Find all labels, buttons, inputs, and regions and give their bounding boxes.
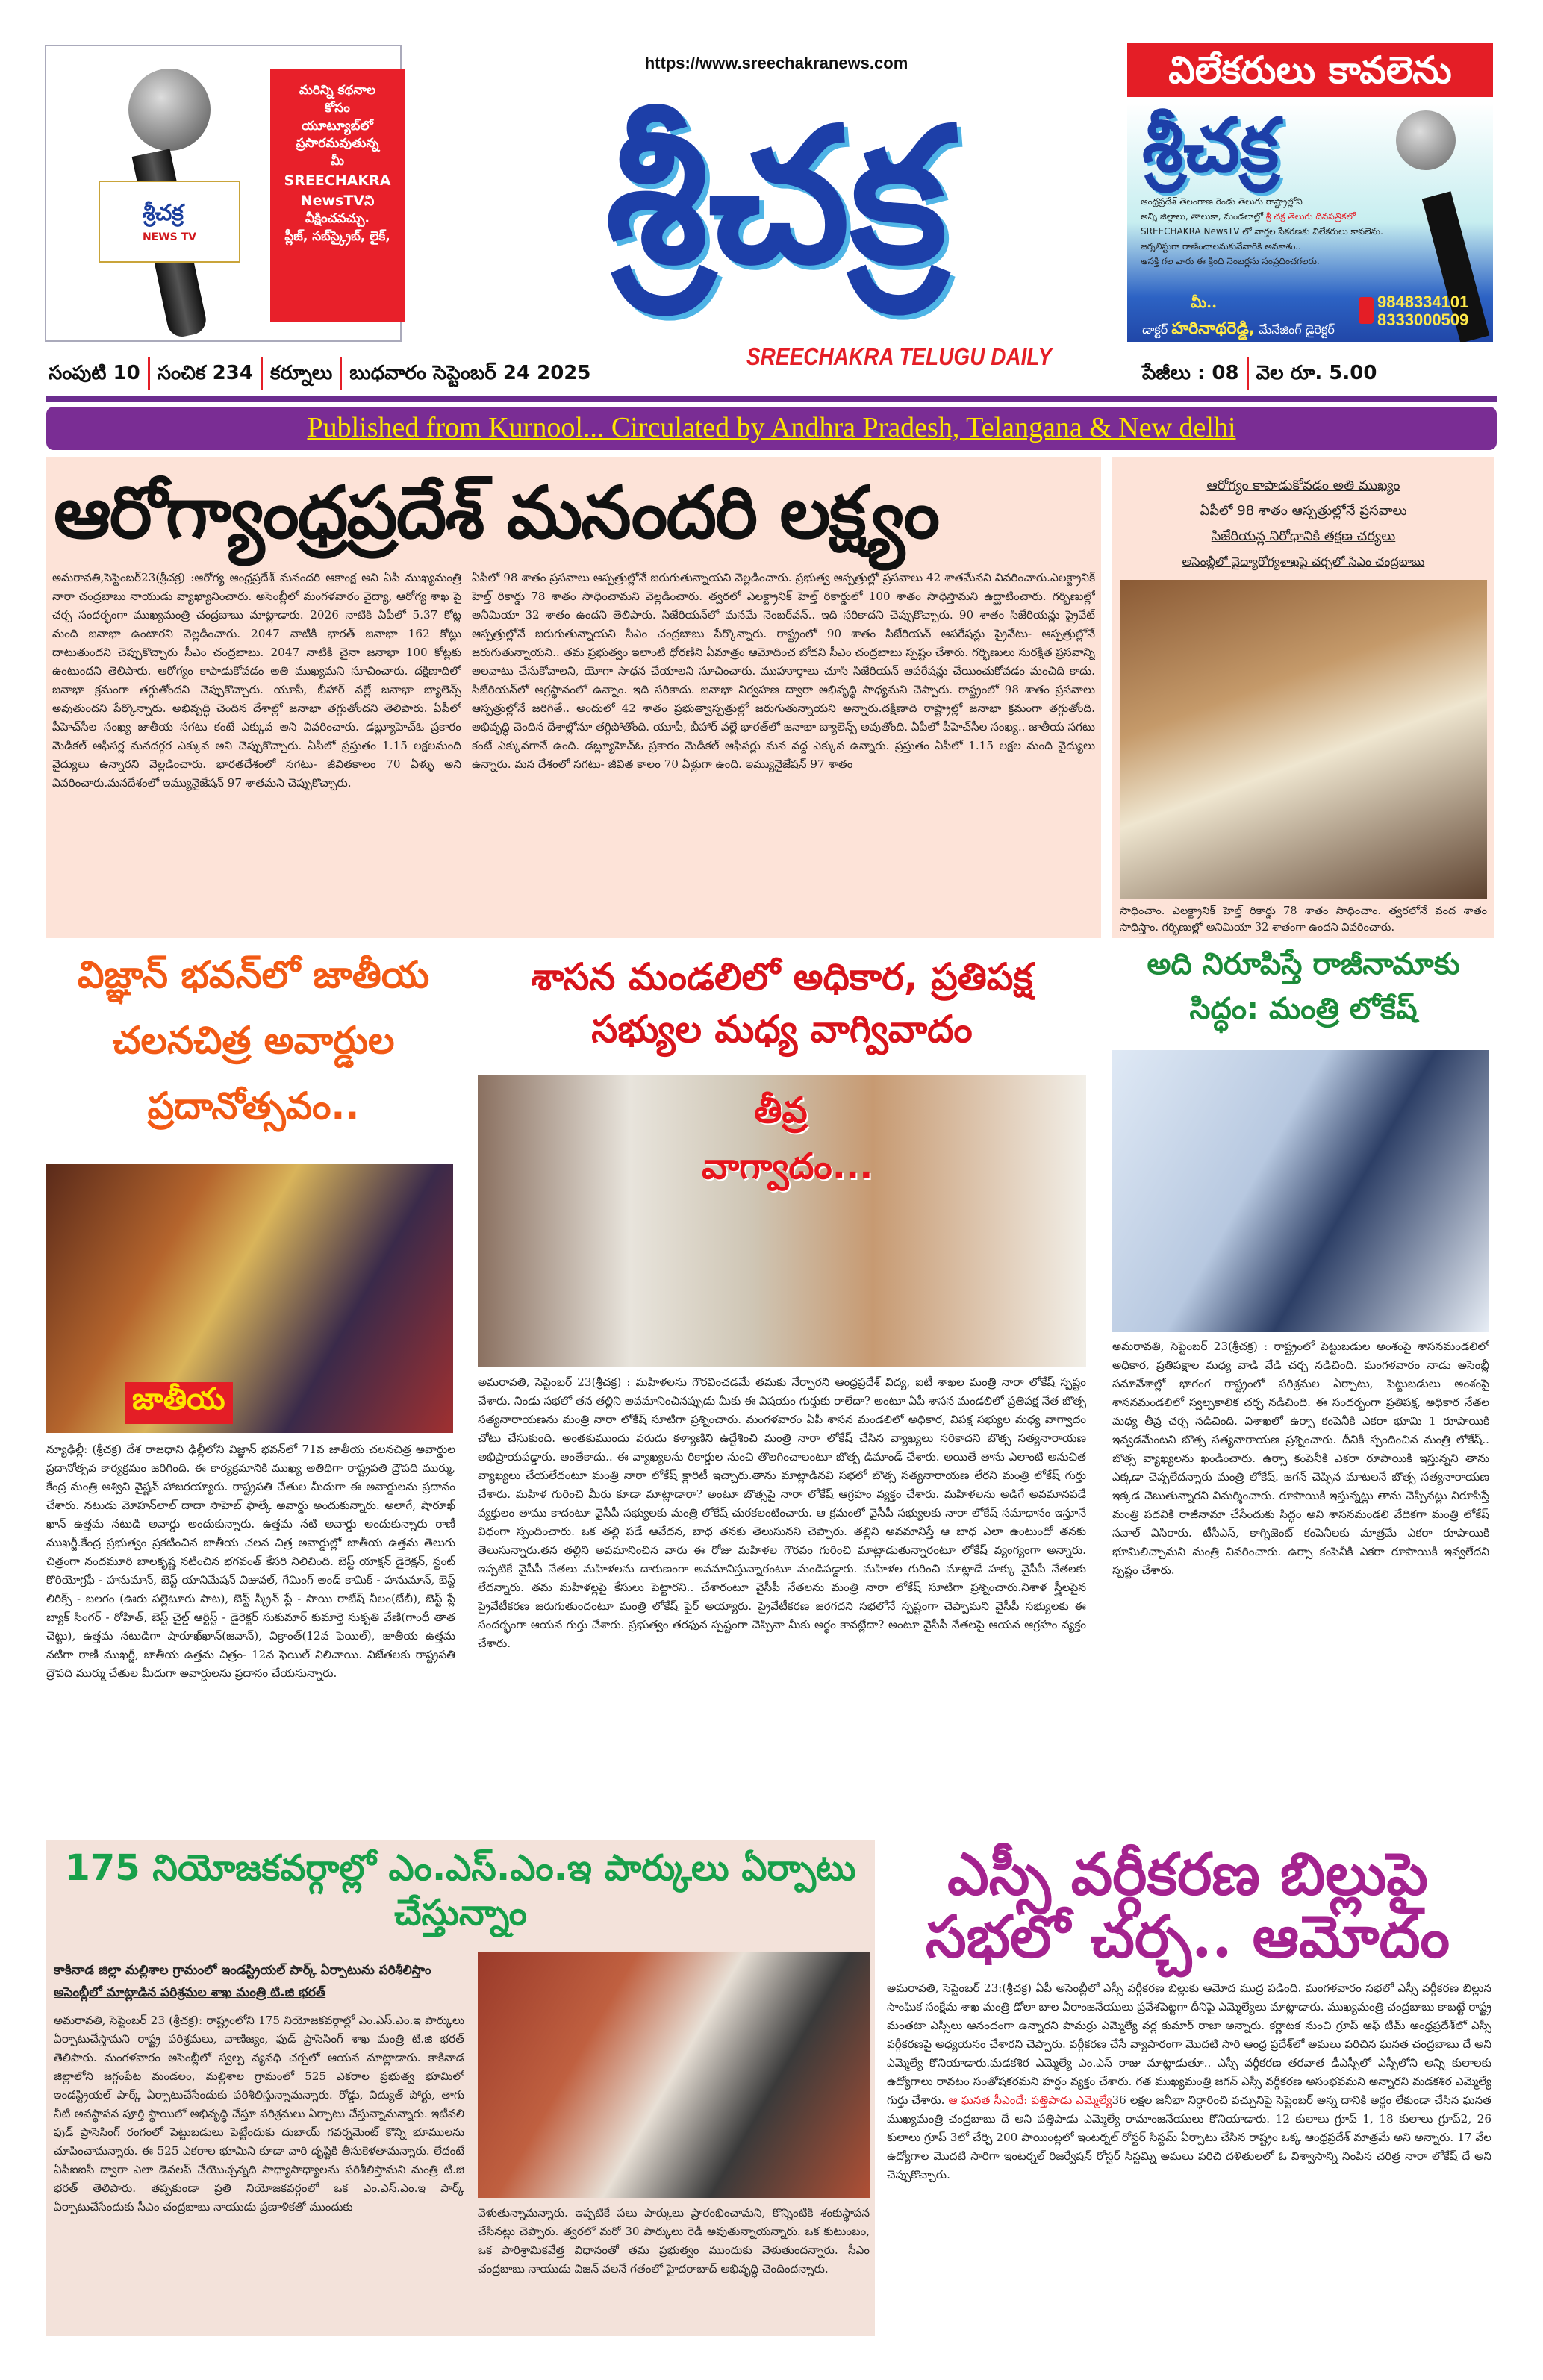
film-awards-article xyxy=(46,942,461,1867)
sc-bill-body: అమరావతి, సెప్టెంబర్ 23:(శ్రీచక్ర) ఏపీ అసెంబ్లీలో ఎస్సీ వర్గీకరణ బిల్లుకు ఆమోద ముద్ర పడింది. మంగళవారం సభలో ఎస్సీ వర్గీకరణ బిల్లున సాంఘిక సంక్షేమ శాఖ మంత్రి డోలా బాల వీరాంజనేయులు ప్రవేశపెట్టగా దీనిపై ఎమ్మెల్యేలు మాట్లాడారు. ముఖ్యమంత్రి చంద్రబాబు కాబట్టే రాష్ట్ర మంతటా ఎస్సీలు ఆనందంగా ఉన్నారని పామర్రు ఎమ్మెల్యే వర్ల కుమార్ రాజా అన్నారు. కర్ణాటక నుంచి గ్రూప్ ఆఫ్ టీమ్ ఆంధ్రప్రదేశ్‌లో ఎస్సీ వర్గీకరణపై అధ్యయనం చేశారని చెప్పారు. వర్గీకరణ చేసే వ్యాపారంగా మొదటి సారి ఆంధ్ర ప్రదేశ్‌లో అమలు పరిచిన ఘనత చంద్రబాబు దే అని ఎమ్మెల్యే కొనియాడారు.మడకశిర ఎమ్మెల్యే ఎం.ఎస్ రాజు మాట్లాడుతూ.. ఎస్సీ వర్గీకరణ తరవాత డీఎస్సీలో ఎస్సీలోని అన్ని కులాలకు ఉద్యోగాలు రావటం సంతోషకరమని హర్షం వ్యక్తం చేశారు. గత ముఖ్యమంత్రి జగన్ ఎస్సీ వర్గీకరణ అసంభవమని అన్నారని మడకశిర ఎమ్మెల్యే గుర్తు చేశారు. ఆ ఘనత సీఎందే: పత్తిపాడు ఎమ్మెల్యే36 లక్షల జనీభా నిర్ధారించి వచ్చునిపై సెప్టెంబర్ అన్న దానికి అర్థం లేకుండా చేసిన ఘనత ముఖ్యమంత్రి చంద్రబాబు దే అని పత్తిపాడు ఎమ్మెల్యే రామాంజనేయులు కొనియాడారు. 12 కులాలు గ్రూప్ 1, 18 కులాలు గ్రూప్2, 26 కులాలు గ్రూప్ 3లో చేర్చి 200 పాయింట్లలో ఇంటర్నల్ రోస్టర్ సిస్టమ్ ఏర్పాటు చేసిన రాష్ట్రం ఒక్క ఆంధ్రప్రదేశ్ మాత్రమే అని అన్నారు. 17 వేల ఉద్యోగాల మొదటి సారిగా ఇంటర్నల్ రిజర్వేషన్ రోస్టర్ సిస్టమ్ని అమలు పరిచి దళితులలో ఓ విశ్వాసాన్ని నింపిన చరిత్ర నారా లోకేష్ దే అని చెప్పుకొచ్చారు. xyxy=(887,1981,1491,2181)
photo-label: వాగ్వాదం... xyxy=(702,1146,873,1187)
council-headline: శాసన మండలిలో అధికార, ప్రతిపక్ష సభ్యుల మధ్య వాగ్వివాదం xyxy=(531,955,1033,1051)
lead-body-col1: అమరావతి,సెప్టెంబర్23(శ్రీచక్ర) :ఆరోగ్య ఆంధ్రప్రదేశ్ మనందరి ఆకాంక్ష అని ఏపీ ముఖ్యమంత్రి నారా చంద్రబాబు నాయుడు వ్యాఖ్యానించారు. అసెంబ్లీలో మంగళవారం వైద్యా, ఆరోగ్య శాఖ పై చర్చ సందర్భంగా ముఖ్యమంత్రి చంద్రబాబు మాట్లాడారు. 2026 నాటికి ఏపీలో 5.37 కోట్ల మంది జనాభా ఉంటారని వెల్లడించారు. 2047 నాటికి భారత్ జనాభా 162 కోట్లు దాటుతుందని చెప్పుకొచ్చారు సీఎం చంద్రబాబు. 2047 నాటికి చైనా జనాభా 100 కోట్లకు ఉంటుందని తెలిపారు. ఆరోగ్యం కాపాడుకోవడం అతి ముఖ్యమని సూచించారు. దక్షిణాదిలో జనాభా క్రమంగా తగ్గుతోందని చెప్పుకొచ్చారు. యూపీ, బీహార్ వల్లే జనాభా బ్యాలెన్స్ అవుతుందని పేర్కొన్నారు. అభివృద్ధి చెందిన దేశాల్లో జనాభా తగ్గుతోందని తెలిపారు. ఏపీలో పీహెచ్‌సీల సంఖ్య జాతీయ సగటు కంటే ఎక్కువ అని వివరించారు. డబ్ల్యూహెచ్‌ఓ ప్రకారం మెడికల్ ఆఫీసర్ల మనదగ్గర ఎక్కువ అని చెప్పుకొచ్చారు. ఏపీలో ప్రస్తుతం 1.15 లక్షలమంది వైద్యులు ఉన్నారని వెల్లడించారు. భారతదేశంలో సగటు- జీవితకాలం 70 ఏళ్ళు అని వివరించారు.మనదేశంలో ఇమ్యునైజేషన్ 97 శాతమని చెప్పుకొచ్చారు. xyxy=(52,571,461,790)
issue-info: సంపుటి 10 సంచిక 234 కర్నూలు బుధవారం సెప్టెంబర్ 24 2025 xyxy=(41,357,599,390)
lokesh-article xyxy=(1112,942,1494,1837)
subhead: ఏపీలో 98 శాతం ఆస్పత్రుల్లోనే ప్రసవాలు xyxy=(1200,503,1407,519)
newspaper-logo: శ్రీచక్ర xyxy=(605,87,947,304)
subhead: అసెంబ్లీలో మాట్లాడిన పరిశ్రమల శాఖ మంత్రి టి.జి భరత్ xyxy=(54,1985,326,2000)
cm-assembly-photo xyxy=(1120,580,1487,899)
subhead: సిజేరియన్ల నిరోధానికి తక్షణ చర్యలు xyxy=(1211,528,1396,544)
photo-label: తీవ్ర xyxy=(754,1090,808,1131)
microphone-icon xyxy=(1396,110,1456,170)
lead-headline: ఆరోగ్యాంధ్రప్రదేశ్ మనందరి లక్ష్యం xyxy=(54,471,939,555)
minister-photo xyxy=(478,1952,870,2198)
lead-body-col2: ఏపీలో 98 శాతం ప్రసవాలు ఆస్పత్రుల్లోనే జరుగుతున్నాయని వెల్లడించారు. ప్రభుత్వ ఆస్పత్రుల్లో ప్రసవాలు 42 శాతమేనని వివరించారు.ఎలక్ట్రానిక్ హెల్త్ రికార్డు 78 శాతం సాధించామని వెల్లడించారు. త్వరలో ఎలక్ట్రానిక్ హెల్త్ రికార్డులో 100 శాతం సాధిస్తామని ఉద్ఘాటించారు. గర్భిణుల్లో అనీమియా 32 శాతం ఉందని తెలిపారు. సిజేరియన్‌లో మనమే నెంబర్‌వన్.. ఇది సరికాదని చెప్పుకొచ్చారు. 90 శాతం సిజేరియన్లు ప్రైవేట్ ఆస్పత్రుల్లోనే జరుగుతున్నాయని సీఎం చంద్రబాబు పేర్కొన్నారు. రాష్ట్రంలో 90 శాతం సిజేరియన్ ఆపరేషన్లు ప్రైవేటు- ఆస్పత్రుల్లోనే జరుగుతున్నాయని.. తమ ప్రభుత్వం ఇలాంటి ధోరణిని ఏమాత్రం ఆమోదించ బోదని సీఎం చంద్రబాబు స్పష్టం చేశారు. గర్భిణులు సురక్షిత ప్రసవాన్ని అలవాటు చేసుకోవాలని, యోగా సాధన చేయాలని సూచించారు. ముహూర్తాలు చూసి సిజేరియన్ ఆపరేషన్లు చేయించుకోవడం మంచిది కాదు. సిజేరియన్‌లో అగ్రస్థానంలో ఉన్నాం. ఇది సరికాదు. జనాభా నిర్వహణ ద్వారా అభివృద్ధి సాధ్యమని చెప్పారు. రాష్ట్రంలో 98 శాతం ప్రసవాలు ఆస్పత్రుల్లోనే జరిగితే.. అందులో 42 శాతం ప్రభుత్వాస్పత్రుల్లో జరుగుతున్నాయని అన్నారు.దక్షిణాది రాష్ట్రాల్లో జనాభా క్రమంగా తగ్గుతోంది. అభివృద్ధి చెందిన దేశాల్లోనూ తగ్గిపోతోంది. యూపీ, బీహార్ వల్లే భారత్‌లో జనాభా బ్యాలెన్స్ అవుతోంది. ఏపీలో పీహెచ్‌సీల సంఖ్య.. జాతీయ సగటు కంటే ఎక్కువగానే ఉంది. డబ్ల్యూహెచ్‌ఓ ప్రకారం మెడికల్ ఆఫీసర్లు మన వద్ద ఎక్కువ ఉన్నారు. ప్రస్తుతం ఏపీలో 1.15 లక్షల మంది వైద్యులు ఉన్నారు. మన దేశంలో సగటు- జీవిత కాలం 70 ఏళ్లుగా ఉంది. ఇమ్యునైజేషన్ 97 శాతం xyxy=(472,571,1095,771)
lokesh-headline: అది నిరూపిస్తే రాజీనామాకు సిద్ధం: మంత్రి లోకేష్ xyxy=(1147,947,1460,1026)
ad-logo: శ్రీచక్ర xyxy=(1142,101,1279,189)
reporters-wanted-ad xyxy=(1127,43,1493,342)
microphone-image xyxy=(99,69,233,337)
film-awards-body: న్యూఢిల్లీ: (శ్రీచక్ర) దేశ రాజధాని ఢిల్లీలోని విజ్ఞాన్ భవన్‌లో 71వ జాతీయ చలనచిత్ర అవార్డుల ప్రదానోత్సవ కార్యక్రమం జరిగింది. ఈ కార్యక్రమానికి ముఖ్య అతిథిగా రాష్ట్రపతి ద్రౌపది ముర్ము, కేంద్ర మంత్రి అశ్విని వైష్ణవ్ హాజరయ్యారు. రాష్ట్రపతి చేతుల మీదుగా ఈ అవార్డులను ప్రదానం చేశారు. నటుడు మోహన్‌లాల్ దాదా సాహెబ్ ఫాల్కే అవార్డు అందుకున్నారు. అలాగే, షారూఖ్ ఖాన్ ఉత్తమ నటుడి అవార్డు అందుకున్నారు. ఉత్తమ నటి అవార్డు అందుకున్నారు రాణీ ముఖర్జీ.కేంద్ర ప్రభుత్వం ప్రకటించిన జాతీయ చలన చిత్ర అవార్డుల్లో జాతీయ ఉత్తమ తెలుగు చిత్రంగా నందమూరి బాలకృష్ణ నటించిన భగవంత్ కేసరి నిలిచింది. బెస్ట్ యాక్షన్ డైరెక్షన్, స్టంట్ కొరియోగ్రఫీ - హనుమాన్, బెస్ట్ యానిమేషన్ విజువల్, గేమింగ్ అండ్ కామిక్ - హనుమాన్, బెస్ట్ లిరిక్స్ - బలగం (ఊరు పల్లెటూరు పాట), బెస్ట్ స్క్రీన్ ప్లే - సాయి రాజేష్ నీలం(బేబీ), బెస్ట్ ప్లే బ్యాక్ సింగర్ - రోహిత్, బెస్ట్ చైల్డ్ ఆర్టిస్ట్ - డైరెక్టర్ సుకుమార్ కుమార్తె సుకృతి వేణి(గాంధీ తాత చెట్టు), ఉత్తమ నటుడిగా షారూఖ్‌ఖాన్(జవాన్), విక్రాంత్(12వ ఫెయిల్), జాతీయ ఉత్తమ నటిగా రాణీ ముఖర్జీ, జాతీయ ఉత్తమ చిత్రం- 12వ ఫెయిల్ నిలిచాయి. విజేతలకు రాష్ట్రపతి ద్రౌపది ముర్ము చేతుల మీదుగా అవార్డులను ప్రదానం చేయనున్నారు. xyxy=(46,1443,455,1680)
sc-bill-article xyxy=(881,1840,1494,2336)
council-article xyxy=(470,942,1094,1837)
ad-title: విలేకరులు కావలెను xyxy=(1127,43,1493,97)
msme-article xyxy=(46,1840,875,2336)
council-body: అమరావతి, సెప్టెంబర్ 23(శ్రీచక్ర) : మహిళలను గౌరవించడమే తమకు నేర్పారని ఆంధ్రప్రదేశ్ విద్య, ఐటీ శాఖల మంత్రి నారా లోకేష్ స్పష్టం చేశారు. నిండు సభలో తన తల్లిని అవమానించినప్పుడు మీకు ఈ విషయం గుర్తుకు రాలేదా? అంటూ ఏపీ శాసన మండలిలో ప్రతిపక్ష నేత బొత్స సత్యనారాయణను మంత్రి నారా లోకేష్ సూటిగా ప్రశ్నించారు. మంగళవారం ఏపీ శాసన మండలిలో అధికార, విపక్ష సభ్యుల మధ్య వాగ్వాదం చోటు చేసుకుంది. అంతకుముందు వరుదు కళ్యాణిని ఉద్దేశించి మంత్రి నారా లోకేష్ చేసిన వ్యాఖ్యలు సరికాదని బొత్స సత్యనారాయణ అభిప్రాయపడ్డారు. అంతేకాదు.. ఈ వ్యాఖ్యలను రికార్డుల నుంచి తొలగించాలంటూ బొత్స డిమాండ్ చేశారు. అయితే తాను ఎలాంటి అనుచిత వ్యాఖ్యలు చేయలేదంటూ మంత్రి నారా లోకేష్ క్లారిటీ ఇచ్చారు.తాను మాట్లాడినవి సభలో బొత్స సత్యనారాయణ లేరని మంత్రి లోకేష్ గుర్తు చేశారు. మహిళ గురించి మీరు కూడా మాట్లాడారా? అంటూ బొత్సపై నారా లోకేష్ ఆగ్రహం వ్యక్తం చేశారు. మహిళలను అడిగే అవమానపడే వ్యక్తులం తాము కాదంటూ వైసీపీ సభ్యులకు మంత్రి లోకేష్ చురకలంటించారు. ఆ క్రమంలో వైసీపీ సభ్యులకు నారా లోకేష్ సమాధానం ఇస్తూనే విధంగా స్పందించారు. ఒక తల్లి పడే ఆవేదన, బాధ తనకు తెలుసునని చెప్పారు. తల్లిని అవమానిస్తే ఆ బాధ ఎలా ఉంటుందో తనకు తెలుసున్నారు.తన తల్లిని అవమానించిన వారు ఈ రోజు మహిళల గౌరవం గురించి మాట్లాడుతున్నారంటూ లోకేష్ వ్యంగ్యంగా అన్నారు. ఇప్పటికే వైసీపీ నేతలు మహిళలను దారుణంగా అవమానిస్తున్నారంటూ మండిపడ్డారు. మహిళల గురించి మాట్లాడే హక్కు వైసీపీ నేతలకు లేదన్నారు. తమ మహిళల్లపై కేసులు పెట్టారని.. చేశారంటూ వైసీపీ నేతలను మంత్రి నారా లోకేష్ సూటిగా ప్రశ్నించారు.నిశాళ స్త్రీలపైన ప్రైవేటీకరణ జరుగుతుందంటూ మంత్రి లోకేష్ ఫైర్ అయ్యారు. ప్రైవేటీకరణ జరగదని సభలోనే స్పష్టంగా చెప్పామని వైసీపీ సభ్యులకు ఈ సందర్భంగా ఆయన గుర్తు చేశారు. ప్రభుత్వం తరఫున స్పష్టంగా చెప్పినా మీకు అర్థం కావట్లేదా? అంటూ వైసీపీ నేతలపై ఆయన ఆగ్రహం వ్యక్తం చేశారు. xyxy=(478,1375,1086,1650)
tagline: SREECHAKRA TELUGU DAILY xyxy=(746,342,1053,370)
youtube-ad xyxy=(45,45,402,342)
masthead xyxy=(448,45,1105,351)
ad-mee: మీ.. xyxy=(1191,293,1218,311)
lead-article xyxy=(46,457,1101,938)
film-awards-headline: విజ్ఞాన్ భవన్‌లో జాతీయ చలనచిత్ర అవార్డుల ప్రదానోత్సవం.. xyxy=(77,953,430,1128)
photo-label: జాతీయ xyxy=(125,1382,233,1424)
council-photo xyxy=(478,1075,1086,1367)
subhead: కాకినాడ జిల్లా మల్లిశాల గ్రామంలో ఇండస్ట్రియల్ పార్క్ ఏర్పాటును పరిశీలిస్తాం xyxy=(54,1963,431,1978)
msme-body-cont: వెళుతున్నామన్నారు. ఇప్పటికే పలు పార్కులు ప్రారంభించామని, కొన్నింటికి శంకుస్థాపన చేసినట్లు చెప్పారు. త్వరలో మరో 30 పార్కులు రెడీ అవుతున్నాయన్నారు. ఒక కుటుంబం, ఒక పారిశ్రామికవేత్త విధానంతో తమ ప్రభుత్వం ముందుకు వెళుతుందన్నారు. సీఎం చంద్రబాబు నాయుడు విజన్ వలనే గతంలో హైదరాబాద్ అభివృద్ధి చెందిందన్నారు. xyxy=(478,2206,870,2276)
msme-headline: 175 నియోజకవర్గాల్లో ఎం.ఎస్.ఎం.ఇ పార్కులు ఏర్పాటు చేస్తున్నాం xyxy=(65,1847,856,1934)
film-awards-photo xyxy=(46,1164,453,1433)
price-info: పేజీలు : 08 వెల రూ. 5.00 xyxy=(1135,357,1384,390)
sc-bill-headline: ఎస్సీ వర్గీకరణ బిల్లుపై సభలో చర్చ.. ఆమోదం xyxy=(925,1840,1450,1971)
divider xyxy=(46,396,1497,402)
phone-numbers: 9848334101 8333000509 xyxy=(1377,293,1469,329)
phone-icon xyxy=(1359,297,1374,324)
lokesh-body: అమరావతి, సెప్టెంబర్ 23(శ్రీచక్ర) : రాష్ట్రంలో పెట్టుబడుల అంశంపై శాసనమండలిలో అధికార, ప్రతిపక్షాల మధ్య వాడి వేడి చర్చ నడిచింది. మంగళవారం నాడు అసెంబ్లీ సమావేశాల్లో భాగంగ రాష్ట్రంలో పరిశ్రమల ఏర్పాటు, పెట్టుబడులు అంశంపై శాసనమండలిలో స్వల్పకాలిక చర్చ నడిచింది. ఈ సందర్భంగా ప్రతిపక్ష, అధికార నేతల మధ్య తీవ్ర చర్చ నడిచింది. విశాఖలో ఉర్సా కంపెనీకి ఎకరా భూమి 1 రూపాయికి ఇవ్వడమేంటని బొత్స సత్యనారాయణ ప్రశ్నించారు. దీనికి స్పందించిన మంత్రి లోకేష్.. బొత్స వ్యాఖ్యలను ఖండించారు. ఉర్సా కంపెనీకి ఎకరా రూపాయికి ఇస్తున్నని తాను ఎక్కడా చెప్పలేదన్నారు మంత్రి లోకేష్. జగన్ చెప్పిన మాటలనే బొత్స సత్యనారాయణ ఇక్కడ చెబుతున్నారని విమర్శించారు. రూపాయికి ఇస్తున్నట్లు తాను చెప్పినట్లు నిరూపిస్తే మంత్రి పదవికి రాజీనామా చేసేందుకు సిద్ధం అని శాసనమండలి వేదికగా మంత్రి లోకేష్ సవాల్ విసిరారు. టీసీఎస్, కాగ్నిజెంట్ కంపెనీలకు మాత్రమే ఎకరా రూపాయికి భూమిలిచ్చామని మంత్రి వివరించారు. ఉర్సా కంపెనీకి ఎకరా రూపాయికి ఇవ్వలేదని స్పష్టం చేశారు. xyxy=(1112,1340,1489,1577)
inline-subhead: ఆ ఘనత సీఎందే: పత్తిపాడు ఎమ్మెల్యే xyxy=(948,2093,1112,2107)
photo-caption: సాధించాం. ఎలక్ట్రానిక్ హెల్త్ రికార్డు 78 శాతం సాధించాం. త్వరలోనే వంద శాతం సాధిస్తాం. గర్భిణుల్లో అనిమియా 32 శాతంగా ఉందని వివరించారు. xyxy=(1120,905,1487,934)
website-url[interactable]: https://www.sreechakranews.com xyxy=(644,54,908,72)
youtube-ad-text: మరిన్ని కథనాల కోసం యూట్యూబ్‌లో ప్రసారమవుతున్న మీ SREECHAKRA NewsTVని వీక్షించవచ్చు. ప్లీజ్, సబ్‌స్క్రైబ్, లైక్, xyxy=(270,69,405,322)
subhead: ఆరోగ్యం కాపాడుకోవడం అతి ముఖ్యం xyxy=(1206,478,1400,493)
circulation-banner: Published from Kurnool... Circulated by Andhra Pradesh, Telangana & New delhi xyxy=(46,407,1497,450)
msme-body: అమరావతి, సెప్టెంబర్ 23 (శ్రీచక్ర): రాష్ట్రంలోని 175 నియోజకవర్గాల్లో ఎం.ఎస్.ఎం.ఇ పార్కులు ఏర్పాటుచేస్తామని రాష్ట్ర పరిశ్రమలు, వాణిజ్యం, ఫుడ్ ప్రాసెసింగ్ శాఖ మంత్రి టి.జి భరత్ తెలిపారు. మంగళవారం అసెంబ్లీలో స్వల్ప వ్యవధి చర్చలో ఆయన మాట్లాడారు. కాకినాడ జిల్లాలోని జగ్గంపేట మండలం, మల్లిశాల గ్రామంలో 525 ఎకరాల ప్రభుత్వ భూమిలో ఇండస్ట్రియల్ పార్క్ ఏర్పాటుచేసేందుకు పరిశీలిస్తున్నామన్నారు. రోడ్డు, విద్యుత్ పోర్టు, తాగు నీటి అవస్థాపన పూర్తి స్థాయిలో అభివృద్ధి చేస్తూ పరిశ్రమలు ఏర్పాటు చేస్తున్నామన్నారు. ఇటీవలి ఫుడ్ ప్రాసెసింగ్ రంగంలో పెట్టుబడులు పెట్టేందుకు దుబాయ్ గవర్నమెంట్ కొన్ని భూములను చూపించామన్నారు. ఈ 525 ఎకరాల భూమిని కూడా వారి దృష్టికి తీసుకెళతామన్నారు. లేదంటే ఏపీఐఐసీ ద్వారా ఎలా డెవలప్ చేయొచ్చన్నది సాధ్యాసాధ్యాలను పరిశీలిస్తామని మంత్రి టి.జి భరత్ తెలిపారు. తప్పకుండా ప్రతి నియోజకవర్గంలో ఒక ఎం.ఎస్.ఎం.ఇ పార్క్ ఏర్పాటుచేసేందుకు సీఎం చంద్రబాబు నాయుడు ప్రణాళికతో ముందుకు xyxy=(54,2014,464,2214)
subhead: అసెంబ్లీలో వైద్యారోగ్యశాఖపై చర్చలో సిఎం చంద్రబాబు xyxy=(1182,555,1425,569)
news-tv-flag: శ్రీచక్ర NEWS TV xyxy=(99,181,240,263)
lead-sidebar xyxy=(1112,457,1494,938)
ad-body: ఆంధ్రప్రదేశ్-తెలంగాణ రెండు తెలుగు రాష్ట్రాల్లోని అన్ని జిల్లాలు, తాలుకా, మండలాల్లో శ్రీ చక్ర తెలుగు దినపత్రికలో SREECHAKRA NewsTV లో వార్తల సేకరణకు విలేకరులు కావలెను. జర్నలిస్టుగా రాణించాలనుకునేవారికి అవకాశం.. ఆసక్తి గల వారు ఈ క్రింది నెంబర్లను సంప్రదించగలరు. xyxy=(1141,196,1383,266)
lokesh-photo xyxy=(1112,1050,1489,1332)
managing-director: డాక్టర్ హరినాథరెడ్డి, మేనేజింగ్ డైరెక్టర్ xyxy=(1142,319,1335,338)
msme-subheads xyxy=(54,1959,479,2004)
